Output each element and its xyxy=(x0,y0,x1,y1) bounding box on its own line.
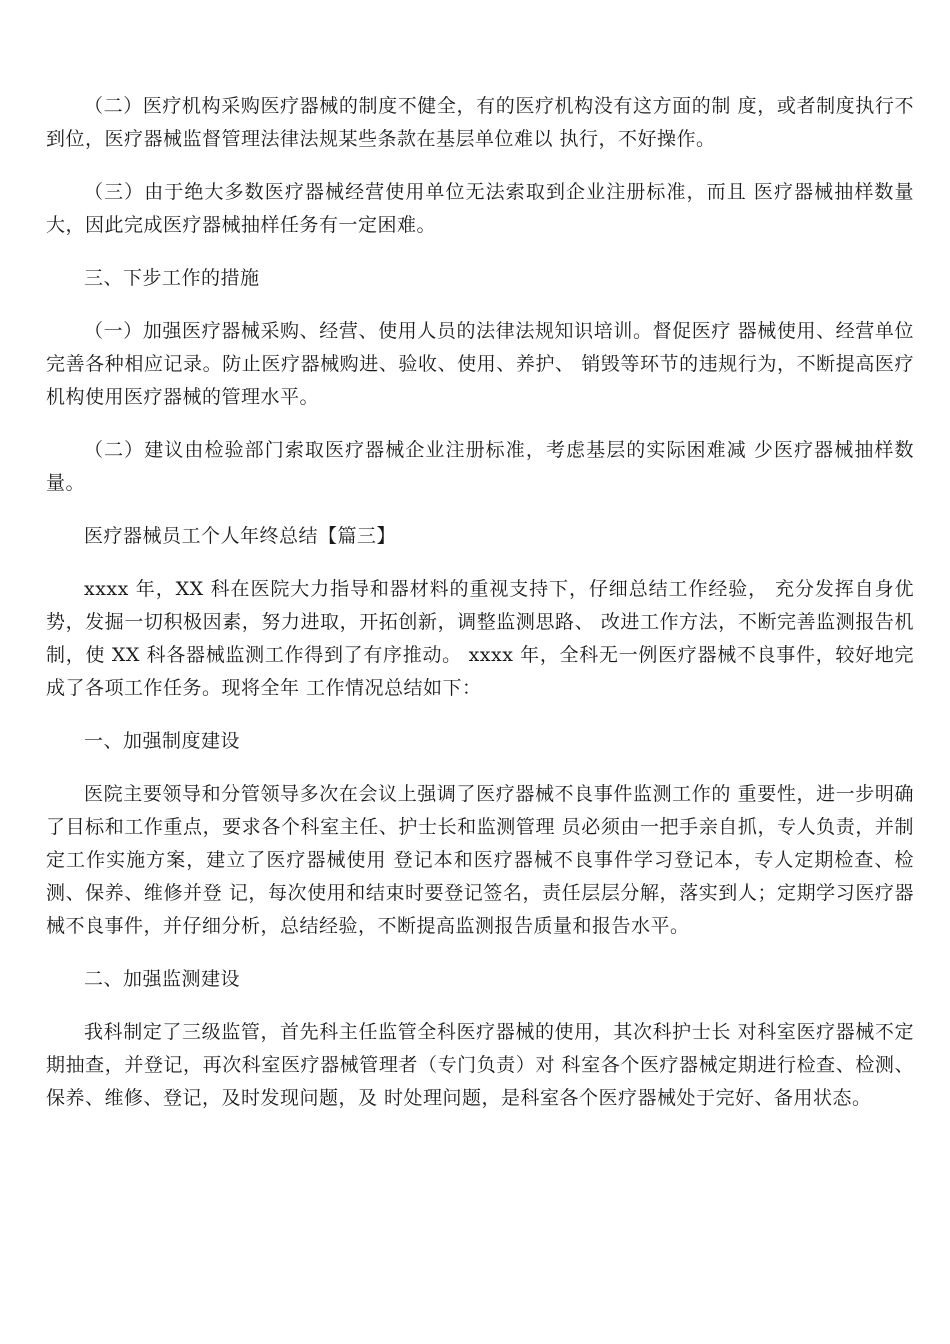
document-body xyxy=(46,90,914,1135)
paragraph-annual-intro: xxxx 年，XX 科在医院大力指导和器材料的重视支持下，仔细总结工作经验， 充分发挥自身优势，发掘一切积极因素，努力进取，开拓创新，调整监测思路、 改进工作方法，不断完善监测报告机制，使 XX 科各器械监测工作得到了有序推动。 xxxx 年，全科无一例医疗器械不良事件，较好地完成了各项工作任务。现将全年 工作情况总结如下： xyxy=(46,578,914,699)
article-title-part-three: 医疗器械员工个人年终总结【篇三】 xyxy=(84,525,397,547)
section-heading-system-building: 一、加强制度建设 xyxy=(84,730,241,752)
paragraph-sampling-suggestion: （二）建议由检验部门索取医疗器械企业注册标准，考虑基层的实际困难减 少医疗器械抽样数量。 xyxy=(46,439,914,494)
paragraph-sampling-difficulty: （三）由于绝大多数医疗器械经营使用单位无法索取到企业注册标准，而且 医疗器械抽样数量大，因此完成医疗器械抽样任务有一定困难。 xyxy=(46,181,914,236)
paragraph-monitoring: 我科制定了三级监管，首先科主任监管全科医疗器械的使用，其次科护士长 对科室医疗器械不定期抽查，并登记，再次科室医疗器械管理者（专门负责）对 科室各个医疗器械定期进行检查、检测、保养、维修、登记，及时发现问题，及 时处理问题，是科室各个医疗器械处于完好、备用状态。 xyxy=(46,1021,914,1109)
section-heading-monitoring: 二、加强监测建设 xyxy=(84,968,241,990)
paragraph-training: （一）加强医疗器械采购、经营、使用人员的法律法规知识培训。督促医疗 器械使用、经营单位完善各种相应记录。防止医疗器械购进、验收、使用、养护、 销毁等环节的违规行为，不断提高医疗机构使用医疗器械的管理水平。 xyxy=(46,320,914,408)
paragraph-system-building: 医院主要领导和分管领导多次在会议上强调了医疗器械不良事件监测工作的 重要性，进一步明确了目标和工作重点，要求各个科室主任、护士长和监测管理 员必须由一把手亲自抓，专人负责，并制定工作实施方案，建立了医疗器械使用 登记本和医疗器械不良事件学习登记本，专人定期检查、检测、保养、维修并登 记，每次使用和结束时要登记签名，责任层层分解，落实到人；定期学习医疗器 械不良事件，并仔细分析，总结经验，不断提高监测报告质量和报告水平。 xyxy=(46,783,914,937)
paragraph-procurement-system: （二）医疗机构采购医疗器械的制度不健全，有的医疗机构没有这方面的制 度，或者制度执行不到位，医疗器械监督管理法律法规某些条款在基层单位难以 执行，不好操作。 xyxy=(46,95,914,150)
section-heading-next-steps: 三、下步工作的措施 xyxy=(84,267,260,289)
